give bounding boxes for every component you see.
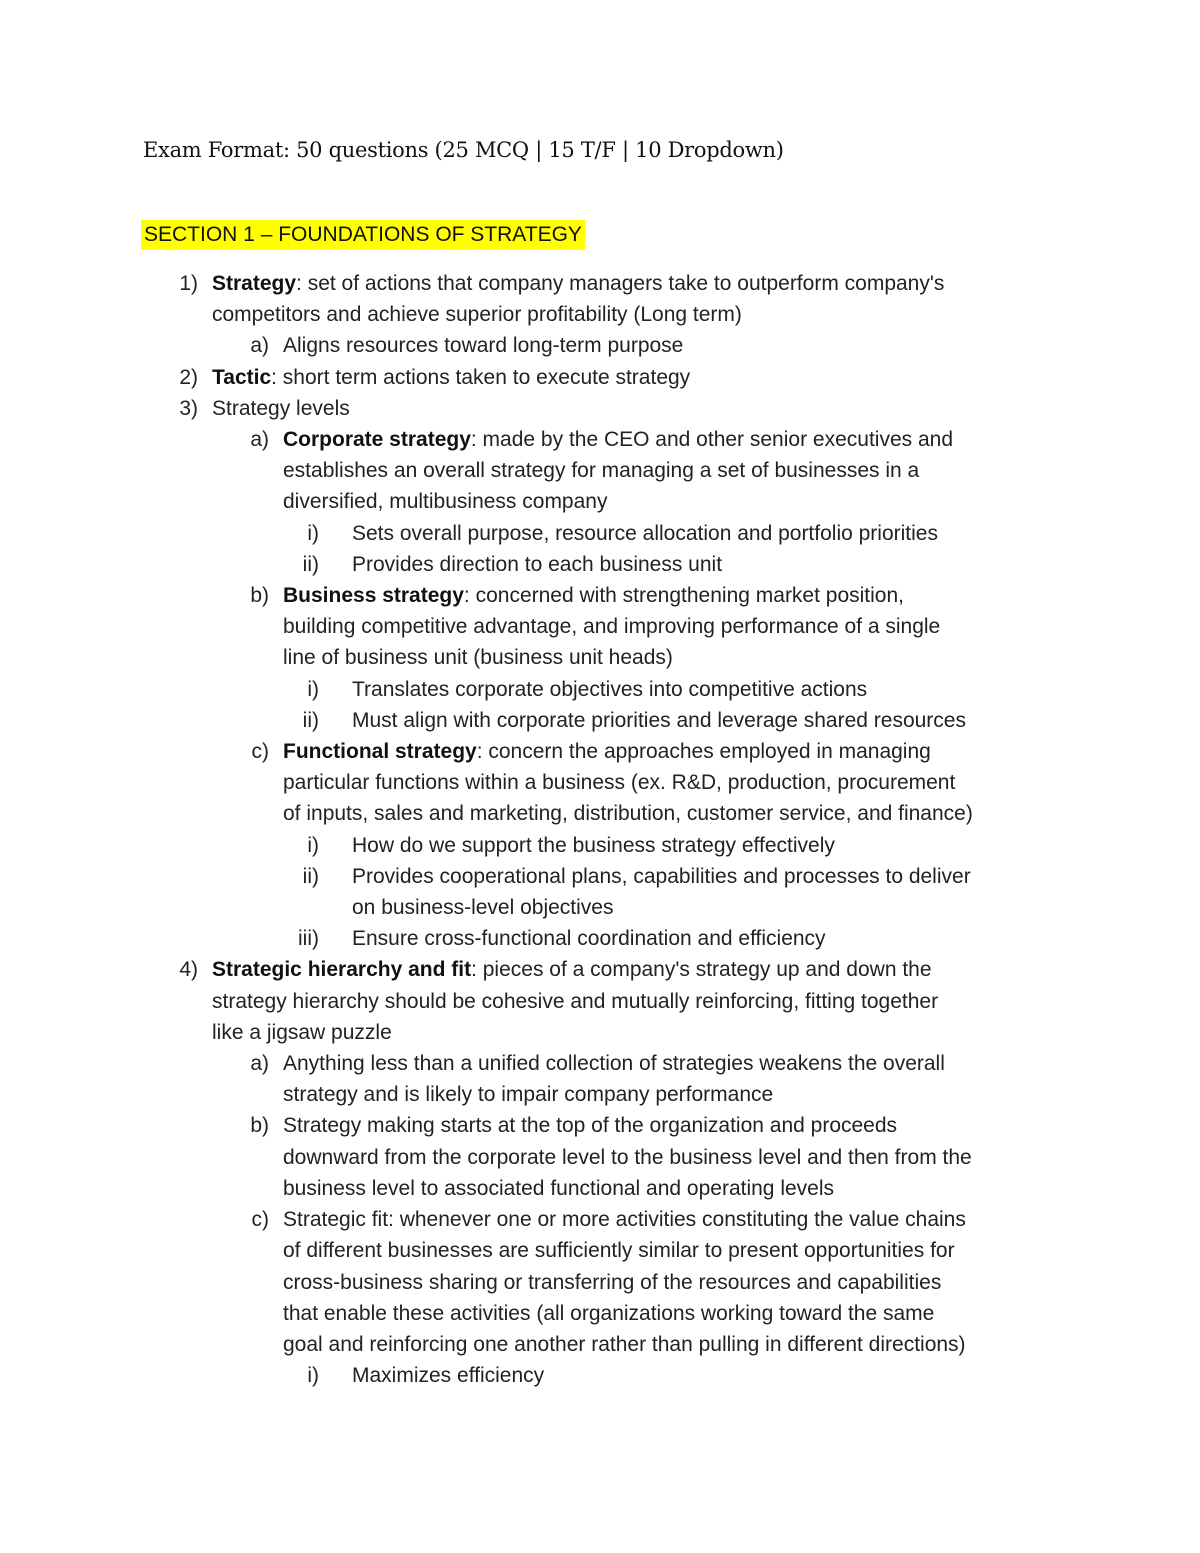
- list-marker: 4): [179, 958, 198, 982]
- list-item-text: building competitive advantage, and improving performance of a single: [283, 615, 941, 639]
- list-item-text: Strategic hierarchy and fit: pieces of a company's strategy up and down the: [212, 958, 932, 982]
- list-item: [0, 1048, 1200, 1110]
- list-marker: a): [250, 334, 269, 358]
- list-item-text: strategy hierarchy should be cohesive and mutually reinforcing, fitting together: [212, 989, 939, 1013]
- list-item-text: business level to associated functional and operating levels: [283, 1176, 835, 1200]
- list-marker: c): [251, 1208, 269, 1232]
- list-item-text: Strategic fit: whenever one or more activities constituting the value chains: [283, 1208, 966, 1232]
- list-item: [0, 861, 1200, 923]
- term: Strategy: [212, 272, 297, 295]
- list-item-text: Strategy levels: [212, 396, 350, 420]
- list-item-text: Strategy: set of actions that company managers take to outperform company's: [212, 272, 945, 295]
- list-item: [0, 549, 1200, 580]
- list-marker: a): [250, 1052, 269, 1076]
- list-item: [0, 923, 1200, 954]
- list-marker: ii): [302, 552, 319, 576]
- list-item-text: Tactic: short term actions taken to execute strategy: [212, 365, 691, 389]
- list-item-text: competitors and achieve superior profitability (Long term): [212, 303, 742, 327]
- list-item-text: Business strategy: concerned with strengthening market position,: [283, 584, 904, 608]
- list-item-text: Anything less than a unified collection of strategies weakens the overall: [283, 1052, 945, 1076]
- list-item: [0, 830, 1200, 861]
- list-item: [0, 1110, 1200, 1204]
- list-item-text: Functional strategy: concern the approaches employed in managing: [283, 740, 931, 764]
- list-marker: ii): [302, 708, 319, 732]
- list-item-text: Aligns resources toward long-term purpose: [283, 334, 684, 358]
- list-item-text: downward from the corporate level to the business level and then from the: [283, 1145, 972, 1169]
- list-item-text: Provides cooperational plans, capabilities and processes to deliver: [352, 864, 971, 888]
- list-marker: 3): [179, 396, 198, 420]
- list-item-text: diversified, multibusiness company: [283, 490, 608, 514]
- list-marker: 2): [179, 365, 198, 389]
- section-heading: SECTION 1 – FOUNDATIONS OF STRATEGY: [141, 220, 585, 250]
- list-marker: a): [250, 428, 269, 452]
- list-item-text: goal and reinforcing one another rather than pulling in different directions): [283, 1332, 966, 1356]
- list-item-text: line of business unit (business unit heads): [283, 646, 673, 670]
- list-marker: iii): [298, 927, 319, 951]
- list-item-text: Strategy making starts at the top of the organization and proceeds: [283, 1114, 898, 1138]
- list-item: [0, 268, 1200, 330]
- term: Functional strategy: [283, 740, 477, 764]
- list-item-text: Corporate strategy: made by the CEO and other senior executives and: [283, 428, 953, 452]
- list-item: [0, 330, 1200, 361]
- list-item-text: particular functions within a business (ex. R&D, production, procurement: [283, 771, 956, 795]
- list-item: [0, 424, 1200, 518]
- list-item-text: of inputs, sales and marketing, distribution, customer service, and finance): [283, 802, 973, 826]
- list-item: [0, 674, 1200, 705]
- list-item: [0, 1360, 1200, 1391]
- list-item: [0, 736, 1200, 830]
- list-marker: i): [307, 1364, 319, 1388]
- term: Corporate strategy: [283, 428, 471, 452]
- list-item-text: Sets overall purpose, resource allocation and portfolio priorities: [352, 521, 938, 545]
- list-item: [0, 580, 1200, 674]
- list-item: [0, 954, 1200, 1048]
- list-item-text: on business-level objectives: [352, 896, 614, 920]
- list-item: [0, 362, 1200, 393]
- list-marker: i): [307, 521, 319, 545]
- exam-format-heading: Exam Format: 50 questions (25 MCQ | 15 T/F | 10 Dropdown): [143, 138, 784, 162]
- list-item-text: like a jigsaw puzzle: [212, 1020, 392, 1044]
- list-item-text: that enable these activities (all organizations working toward the same: [283, 1301, 935, 1325]
- list-item-text: establishes an overall strategy for managing a set of businesses in a: [283, 459, 920, 483]
- list-item: [0, 1204, 1200, 1360]
- list-item: [0, 393, 1200, 424]
- list-item-text: Provides direction to each business unit: [352, 552, 723, 576]
- list-item-text: Translates corporate objectives into competitive actions: [352, 677, 868, 701]
- term: Business strategy: [283, 584, 464, 608]
- list-item-text: How do we support the business strategy effectively: [352, 833, 835, 857]
- outline-list: [0, 268, 1200, 1391]
- list-item: [0, 705, 1200, 736]
- list-item-text: Ensure cross-functional coordination and efficiency: [352, 927, 826, 951]
- list-item-text: cross-business sharing or transferring of the resources and capabilities: [283, 1270, 942, 1294]
- list-marker: b): [250, 1114, 269, 1138]
- list-item: [0, 518, 1200, 549]
- list-item-text: Maximizes efficiency: [352, 1364, 545, 1388]
- list-marker: c): [251, 740, 269, 764]
- list-marker: 1): [179, 272, 198, 295]
- list-item-text: Must align with corporate priorities and leverage shared resources: [352, 708, 966, 732]
- list-marker: i): [307, 833, 319, 857]
- term: Tactic: [212, 365, 272, 389]
- list-marker: ii): [302, 864, 319, 888]
- term: Strategic hierarchy and fit: [212, 958, 472, 982]
- list-marker: b): [250, 584, 269, 608]
- list-item-text: strategy and is likely to impair company performance: [283, 1083, 774, 1107]
- list-item-text: of different businesses are sufficiently similar to present opportunities for: [283, 1239, 955, 1263]
- list-marker: i): [307, 677, 319, 701]
